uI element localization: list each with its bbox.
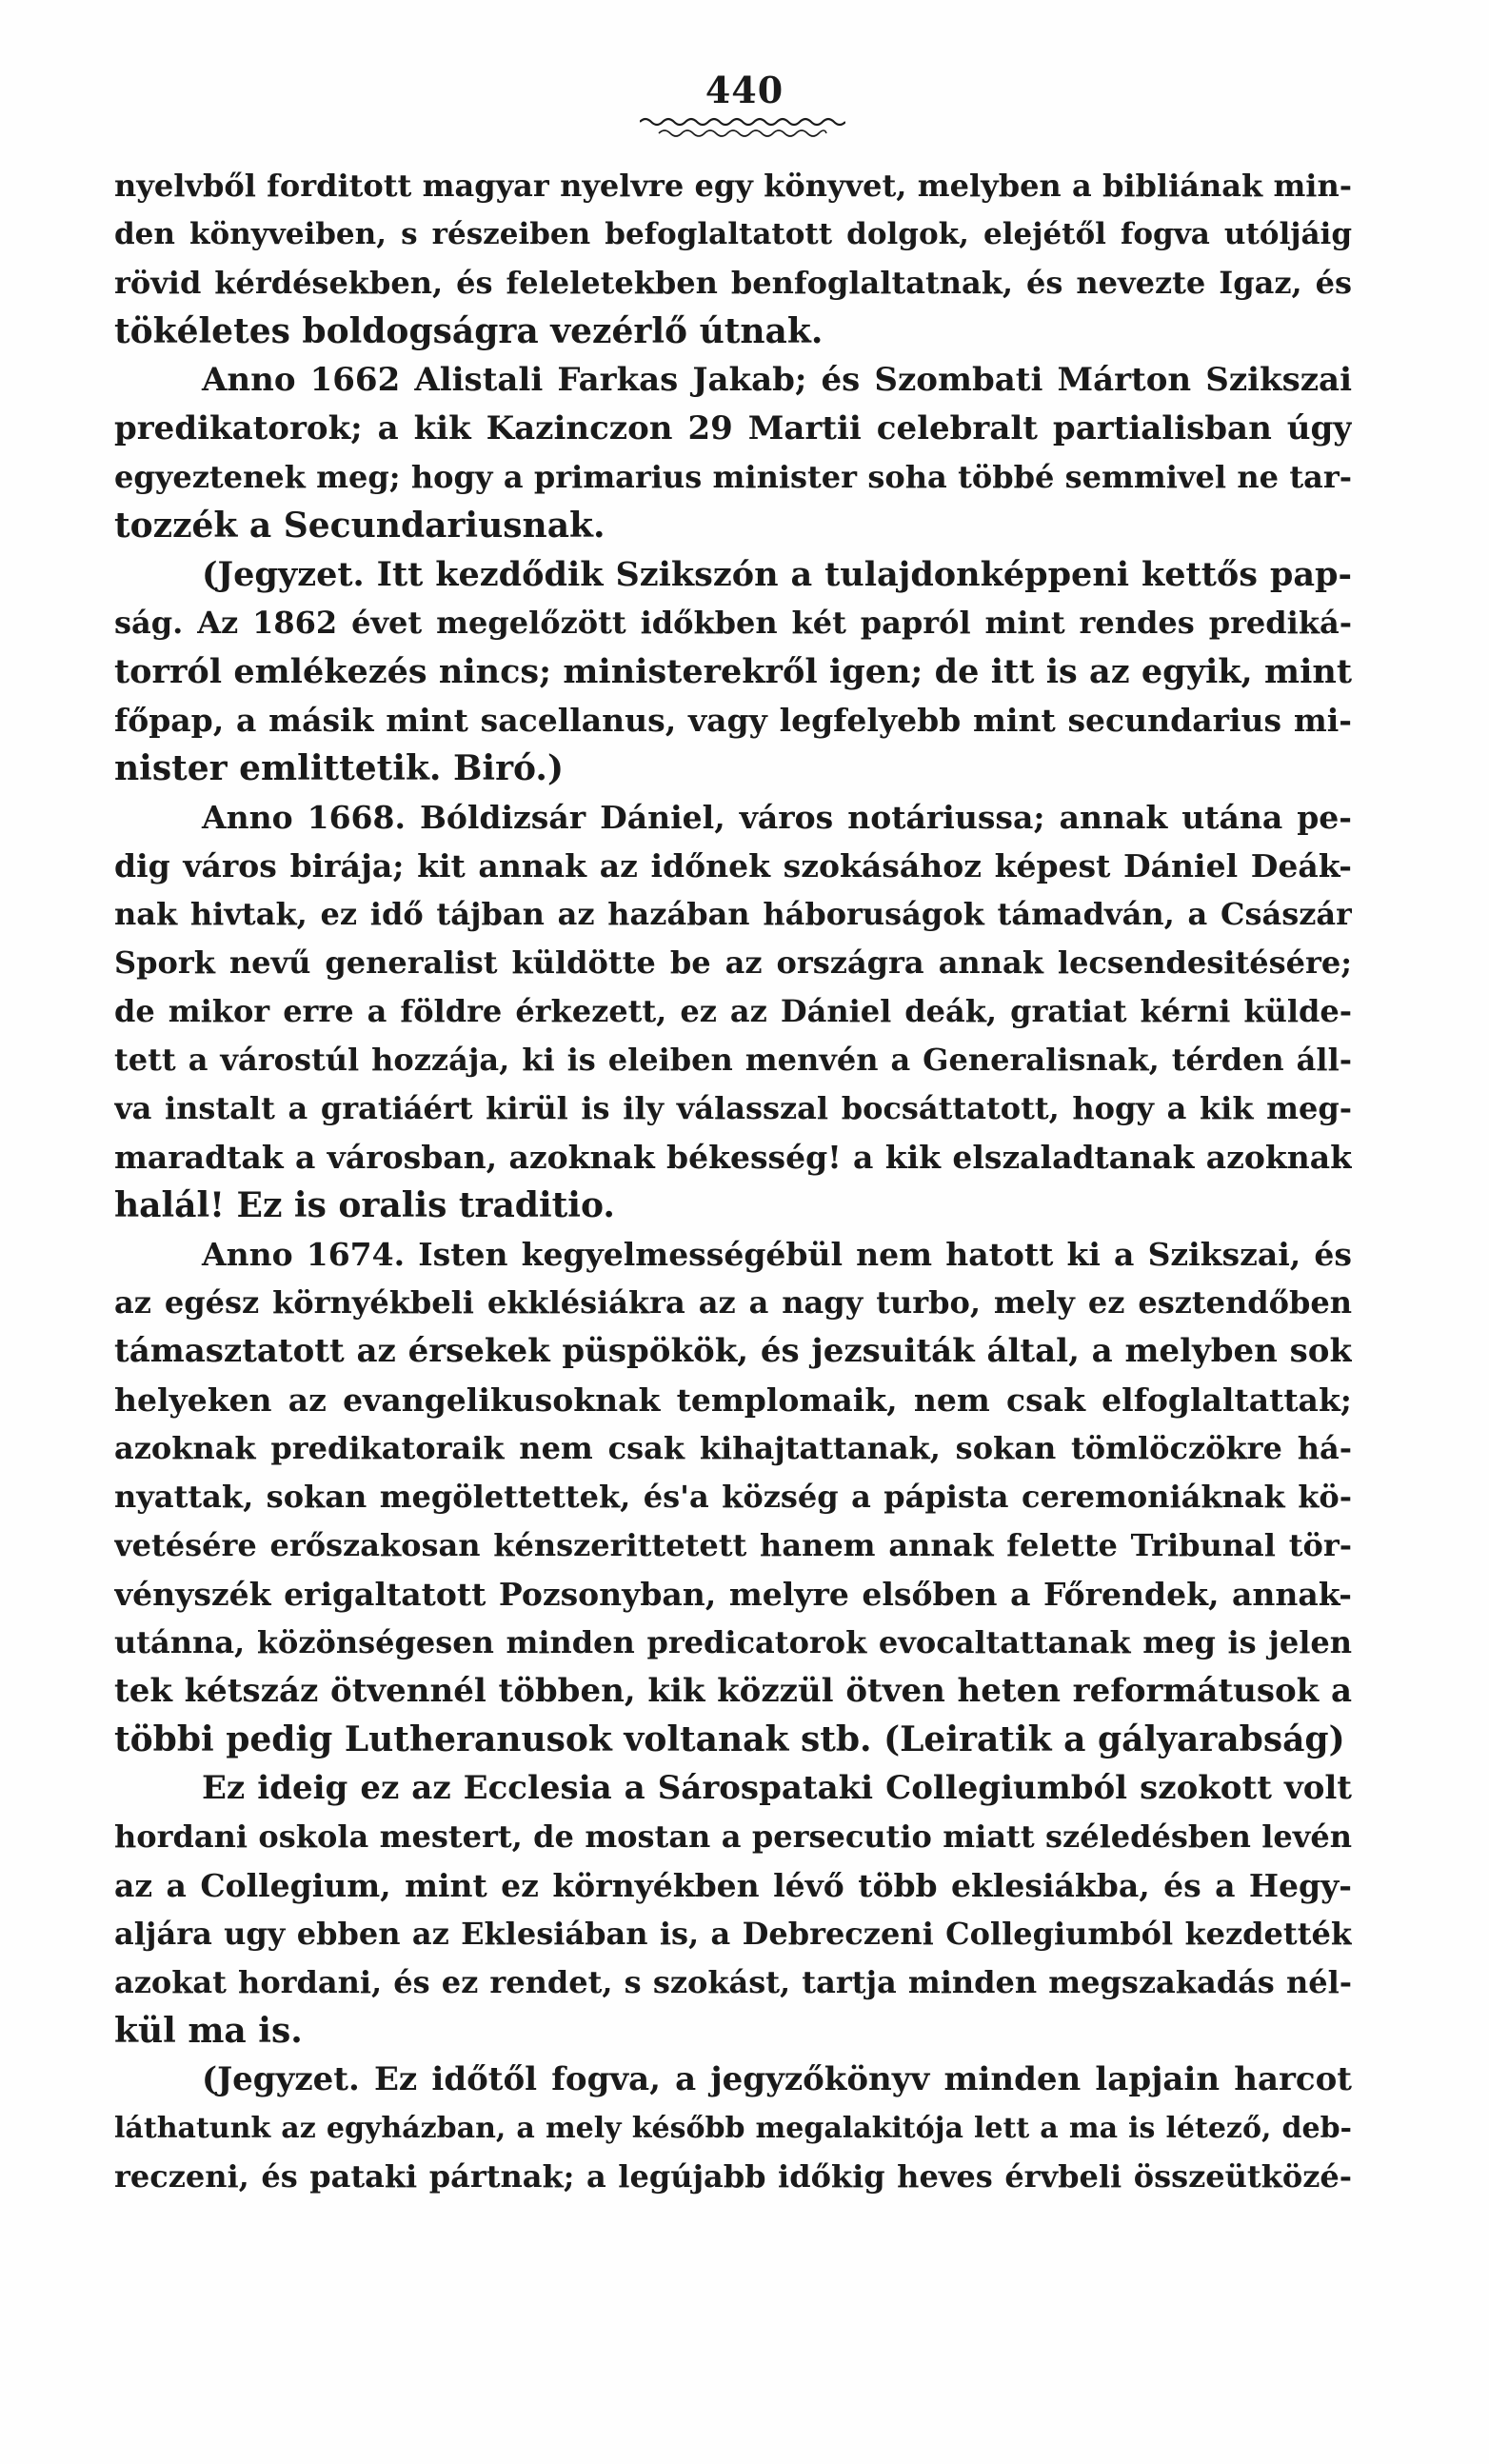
text-line: tökéletes boldogságra vezérlő útnak. — [114, 311, 824, 351]
text-line: de mikor erre a földre érkezett, ez az Dániel deák, gratiat kérni külde- — [114, 993, 1352, 1029]
text-line: den könyveiben, s részeiben befoglaltatott dolgok, elejétől fogva utóljáig — [114, 217, 1352, 251]
text-line: Ez ideig ez az Ecclesia a Sárospataki Collegiumból szokott volt — [202, 1769, 1352, 1807]
text-line: dig város birája; kit annak az időnek szokásához képest Dániel Deák- — [114, 847, 1352, 884]
text-line: vényszék erigaltatott Pozsonyban, melyre elsőben a Főrendek, annak- — [114, 1576, 1352, 1613]
text-line: (Jegyzet. Ez időtől fogva, a jegyzőkönyv minden lapjain harcot — [202, 2060, 1352, 2098]
text-line: hordani oskola mestert, de mostan a persecutio miatt széledésben levén — [114, 1818, 1352, 1855]
text-line: halál! Ez is oralis traditio. — [114, 1185, 615, 1225]
text-line: tett a várostúl hozzája, ki is eleiben menvén a Generalisnak, térden áll- — [114, 1042, 1352, 1078]
text-line: helyeken az evangelikusoknak templomaik, nem csak elfoglaltattak; — [114, 1381, 1352, 1419]
text-line: reczeni, és pataki pártnak; a legújabb időkig heves érvbeli összeütközé- — [114, 2158, 1352, 2195]
text-line: azoknak predikatoraik nem csak kihajtattanak, sokan tömlöczökre há- — [114, 1430, 1352, 1466]
text-line: főpap, a másik mint sacellanus, vagy legfelyebb mint secundarius mi- — [114, 702, 1352, 739]
page-number: 440 — [705, 69, 784, 111]
text-line: Anno 1668. Bóldizsár Dániel, város notáriussa; annak utána pe- — [202, 799, 1352, 836]
text-line: egyeztenek meg; hogy a primarius minister soha többé semmivel ne tar- — [114, 459, 1352, 495]
text-line: maradtak a városban, azoknak békesség! a kik elszaladtanak azoknak — [114, 1139, 1352, 1176]
text-line: tek kétszáz ötvennél többen, kik közzül ötven heten reformátusok a — [114, 1672, 1352, 1710]
text-line: va instalt a gratiáért kirül is ily válasszal bocsáttatott, hogy a kik meg- — [114, 1090, 1352, 1126]
text-line: tozzék a Secundariusnak. — [114, 506, 606, 546]
text-line: láthatunk az egyházban, a mely később megalakitója lett a ma is létező, deb- — [114, 2112, 1352, 2145]
text-line: nyelvből forditott magyar nyelvre egy könyvet, melyben a bibliának min- — [114, 168, 1352, 204]
text-line: nyattak, sokan megölettettek, és'a község a pápista ceremoniáknak kö- — [114, 1479, 1352, 1515]
text-line: kül ma is. — [114, 2011, 303, 2051]
text-line: (Jegyzet. Itt kezdődik Szikszón a tulajdonképpeni kettős pap- — [202, 555, 1352, 594]
text-line: Spork nevű generalist küldötte be az országra annak lecsendesitésére; — [114, 944, 1352, 981]
text-line: többi pedig Lutheranusok voltanak stb. (Leiratik a gályarabság) — [114, 1719, 1345, 1759]
text-line: azokat hordani, és ez rendet, s szokást, tartja minden megszakadás nél- — [114, 1964, 1352, 2000]
text-line: az egész környékbeli ekklésiákra az a nagy turbo, mely ez esztendőben — [114, 1284, 1352, 1321]
body-text — [114, 162, 1352, 2201]
text-line: nister emlittetik. Biró.) — [114, 748, 564, 788]
text-line: torról emlékezés nincs; ministerekről igen; de itt is az egyik, mint — [114, 652, 1352, 691]
text-line: ság. Az 1862 évet megelőzött időkben két papról mint rendes prediká- — [114, 605, 1352, 641]
text-line: rövid kérdésekben, és feleletekben benfoglaltatnak, és nevezte Igaz, és — [114, 265, 1352, 301]
text-line: aljára ugy ebben az Eklesiában is, a Debreczeni Collegiumból kezdették — [114, 1916, 1352, 1952]
text-line: vetésére erőszakosan kénszerittetett hanem annak felette Tribunal tör- — [114, 1527, 1352, 1563]
text-line: nak hivtak, ez idő tájban az hazában háboruságok támadván, a Császár — [114, 896, 1352, 932]
wavy-ornament-icon — [640, 114, 845, 139]
text-line: támasztatott az érsekek püspökök, és jezsuiták által, a melyben sok — [114, 1332, 1352, 1370]
text-line: utánna, közönségesen minden predicatorok evocaltattanak meg is jelen — [114, 1624, 1352, 1660]
text-line: Anno 1662 Alistali Farkas Jakab; és Szombati Márton Szikszai — [202, 361, 1352, 399]
text-line: Anno 1674. Isten kegyelmességébül nem hatott ki a Szikszai, és — [202, 1236, 1352, 1273]
text-line: predikatorok; a kik Kazinczon 29 Martii celebralt partialisban úgy — [114, 409, 1352, 447]
text-line: az a Collegium, mint ez környékben lévő több eklesiákba, és a Hegy- — [114, 1867, 1352, 1904]
